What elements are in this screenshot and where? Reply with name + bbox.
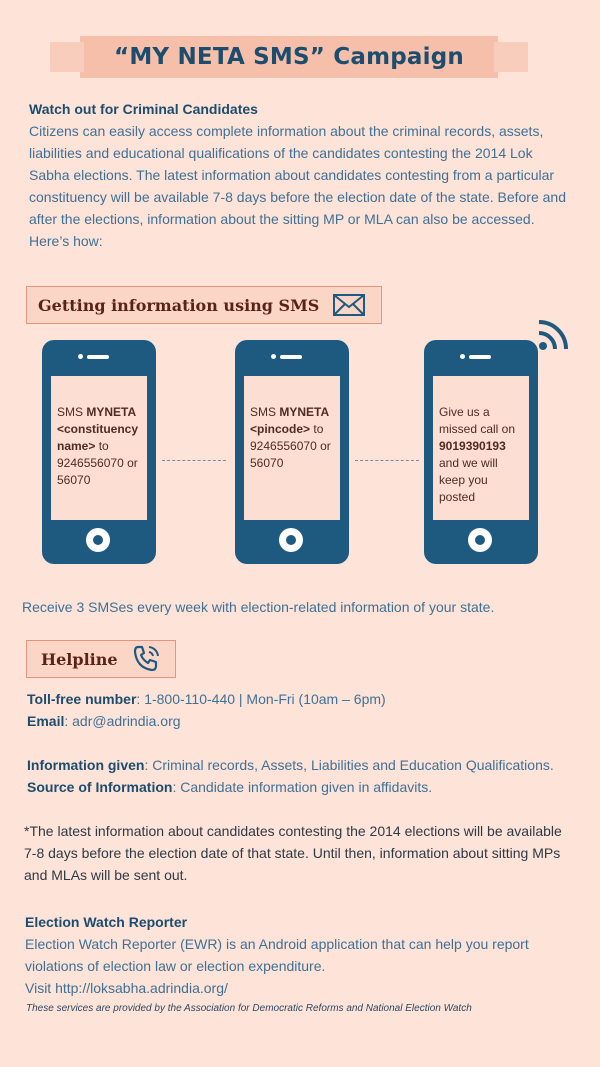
phone-icon — [132, 644, 162, 674]
sms-section-header — [26, 286, 382, 324]
camera-dot — [78, 354, 83, 359]
envelope-icon — [333, 294, 365, 316]
connector-line — [355, 460, 419, 461]
helpline-title: Helpline — [41, 649, 118, 669]
phone-myneta-constituency — [42, 340, 156, 564]
ewr-heading: Election Watch Reporter — [25, 914, 188, 930]
intro-body: Citizens can easily access complete information about the criminal records, assets, liabilities and educational qualifications of the candidates contesting the 2014 Lok Sabha elections. The latest information about candidates contesting from a particular constituency will be available 7-8 days before the election date of the state. Before and after the elections, information about the sitting MP or MLA can also be accessed. Here’s how: — [29, 123, 567, 249]
connector-line — [162, 460, 226, 461]
phone-screen: SMS MYNETA <constituency name> to 9246556070 or 56070 — [51, 376, 147, 520]
ewr-section — [25, 911, 545, 999]
ewr-body: Election Watch Reporter (EWR) is an Android application that can help you report violations of election law or election expenditure. — [25, 936, 529, 974]
camera-dot — [460, 354, 465, 359]
helpline-header — [26, 640, 176, 678]
footer-note: These services are provided by the Association for Democratic Reforms and National Election Watch — [26, 1003, 472, 1014]
phone-speaker — [469, 355, 491, 359]
phone-screen: Give us a missed call on 9019390193 and we will keep you posted — [433, 376, 529, 520]
receive-sms-text: Receive 3 SMSes every week with election-related information of your state. — [22, 599, 495, 615]
intro-section — [29, 101, 569, 252]
camera-dot — [271, 354, 276, 359]
phone-speaker — [87, 355, 109, 359]
intro-heading: Watch out for Criminal Candidates — [29, 101, 258, 117]
home-button — [279, 528, 303, 552]
phone-speaker — [280, 355, 302, 359]
email-line: Email: adr@adrindia.org — [27, 713, 181, 729]
phone-myneta-pincode — [235, 340, 349, 564]
source-line: Source of Information: Candidate information given in affidavits. — [27, 779, 433, 795]
ewr-visit-link[interactable]: Visit http://loksabha.adrindia.org/ — [25, 980, 228, 996]
phone-missed-call — [424, 340, 538, 564]
page-title: “MY NETA SMS” Campaign — [114, 44, 464, 70]
tollfree-line: Toll-free number: 1-800-110-440 | Mon-Fri (10am – 6pm) — [27, 691, 386, 707]
wifi-signal-icon — [536, 316, 572, 352]
sms-section-title: Getting information using SMS — [38, 295, 320, 315]
phone-screen: SMS MYNETA <pincode> to 9246556070 or 56070 — [244, 376, 340, 520]
title-banner — [80, 36, 498, 78]
note-text: *The latest information about candidates contesting the 2014 elections will be available 7-8 days before the election date of that state. Until then, information about sitting MPs and MLAs will be sent out. — [24, 823, 562, 883]
home-button — [86, 528, 110, 552]
home-button — [468, 528, 492, 552]
info-given-line: Information given: Criminal records, Assets, Liabilities and Education Qualifications. — [27, 757, 554, 773]
